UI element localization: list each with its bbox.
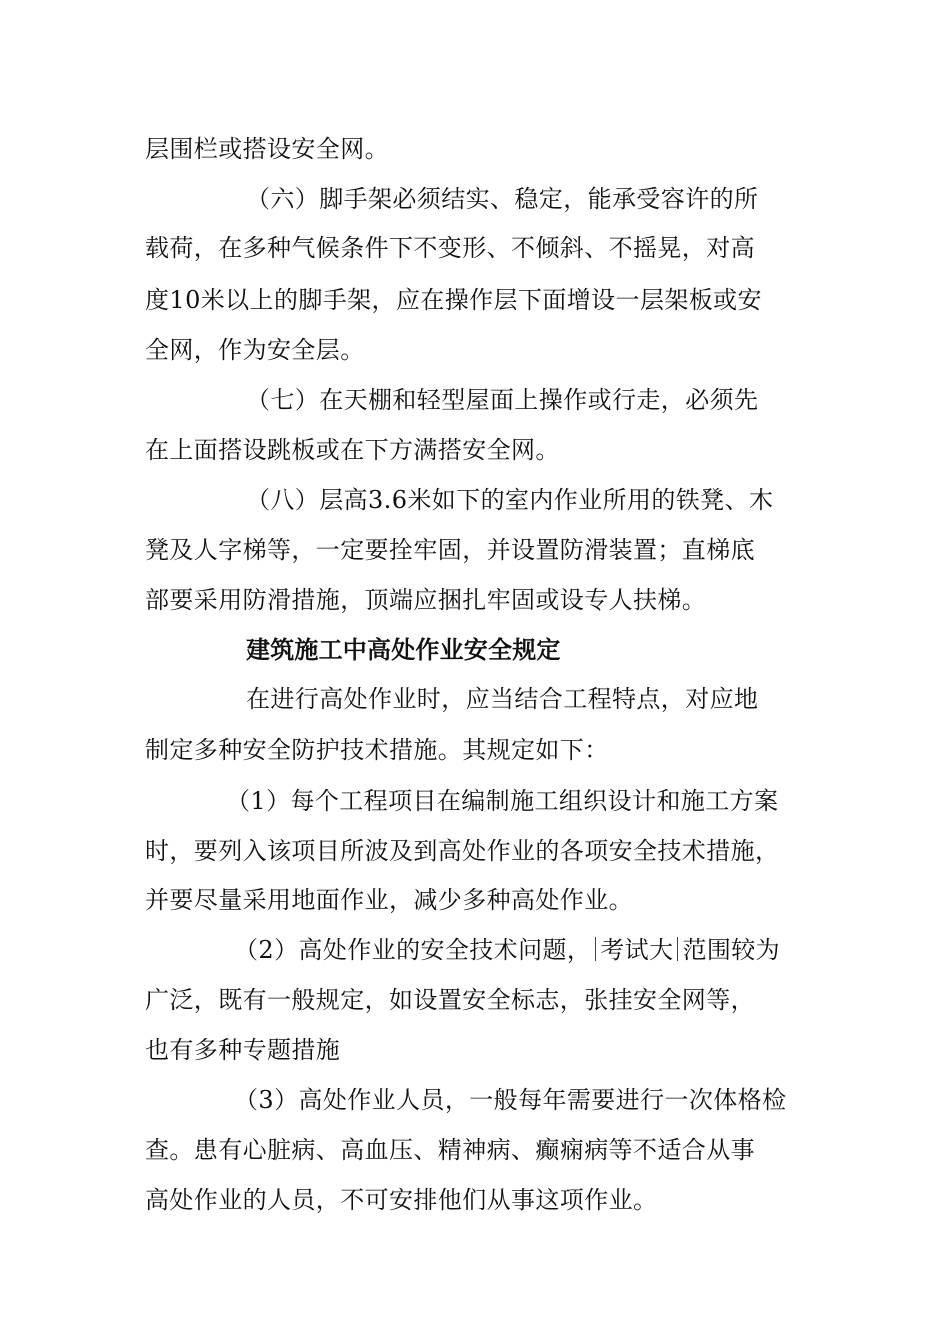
text-line — [234, 934, 780, 966]
text-line: （3）高处作业人员，一般每年需要进行一次体格检 — [234, 1086, 787, 1114]
text-line: 在上面搭设跳板或在下方满搭安全网。 — [145, 436, 560, 464]
text-fragment: （2）高处作业的安全技术问题， — [234, 936, 592, 964]
text-line: 全网，作为安全层。 — [145, 336, 365, 364]
text-line: 广泛，既有一般规定，如设置安全标志，张挂安全网等， — [145, 986, 755, 1014]
text-line: （七）在天棚和轻型屋面上操作或行走，必须先 — [246, 386, 759, 414]
text-line: 凳及人字梯等，一定要拴牢固，并设置防滑装置；直梯底 — [145, 536, 755, 564]
text-line: 时，要列入该项目所波及到高处作业的各项安全技术措施， — [145, 837, 780, 865]
text-line: 层围栏或搭设安全网。 — [145, 135, 389, 163]
text-line: 也有多种专题措施 — [145, 1036, 341, 1064]
vertical-mark — [595, 937, 596, 961]
vertical-mark — [677, 937, 678, 961]
text-line: 度10米以上的脚手架，应在操作层下面增设一层架板或安 — [145, 286, 762, 314]
inline-watermark-text: 考试大 — [600, 936, 674, 964]
text-line: 查。患有心脏病、高血压、精神病、癫痫病等不适合从事 — [145, 1136, 755, 1164]
text-line: （六）脚手架必须结实、稳定，能承受容许的所 — [246, 185, 759, 213]
text-line: 部要采用防滑措施，顶端应捆扎牢固或设专人扶梯。 — [145, 586, 707, 614]
text-line: 制定多种安全防护技术措施。其规定如下： — [145, 736, 609, 764]
section-heading: 建筑施工中高处作业安全规定 — [246, 635, 561, 664]
text-line: 在进行高处作业时，应当结合工程特点，对应地 — [246, 685, 759, 713]
text-line: （1）每个工程项目在编制施工组织设计和施工方案 — [226, 787, 779, 815]
text-line: 高处作业的人员，不可安排他们从事这项作业。 — [145, 1186, 658, 1214]
text-line: 并要尽量采用地面作业，减少多种高处作业。 — [145, 886, 633, 914]
text-fragment: 范围较为 — [682, 936, 781, 964]
text-line: 载荷，在多种气候条件下不变形、不倾斜、不摇晃，对高 — [145, 234, 755, 262]
text-line: （八）层高3.6米如下的室内作业所用的铁凳、木 — [246, 486, 774, 514]
